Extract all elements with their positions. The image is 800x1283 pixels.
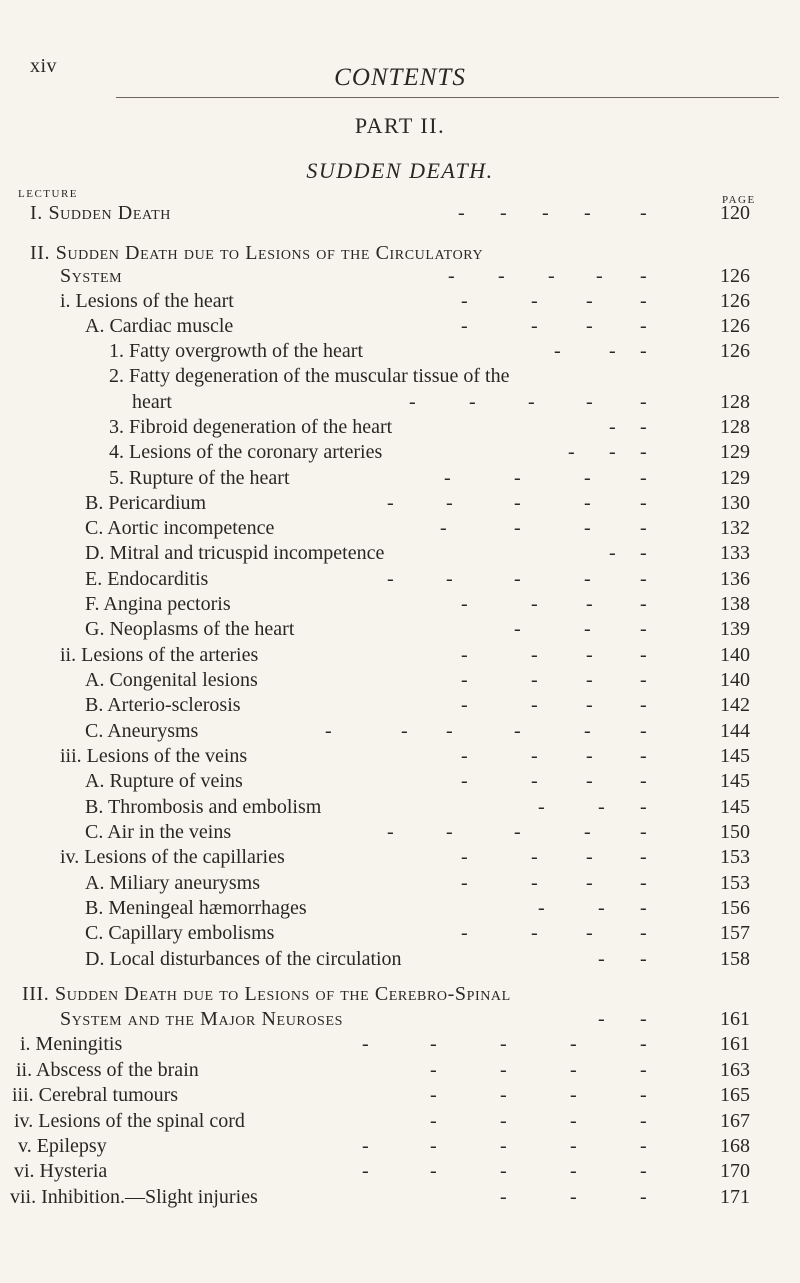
toc-entry-title: III. Sudden Death due to Lesions of the Cerebro-Spinal [22, 983, 511, 1005]
toc-entry-title: 2. Fatty degeneration of the muscular tissue of the [109, 365, 510, 387]
leader-dash: - [531, 694, 538, 716]
leader-dash: - [640, 846, 647, 868]
toc-entry-title: E. Endocarditis [85, 568, 209, 590]
toc-entry-page: 138 [720, 593, 750, 615]
toc-entry-page: 157 [720, 922, 750, 944]
toc-entry [0, 363, 800, 389]
leader-dash: - [640, 416, 647, 438]
lecture-column-label: LECTURE [18, 188, 78, 200]
toc-entry-title: A. Cardiac muscle [85, 315, 234, 337]
toc-entry [0, 642, 800, 668]
toc-entry [0, 743, 800, 769]
leader-dash: - [461, 922, 468, 944]
toc-entry-title: heart [132, 391, 172, 413]
toc-entry-title: G. Neoplasms of the heart [85, 618, 295, 640]
leader-dash: - [586, 846, 593, 868]
toc-entry-page: 120 [720, 202, 750, 224]
part-title: PART II. [354, 113, 446, 138]
toc-entry [0, 288, 800, 314]
leader-dash: - [640, 492, 647, 514]
toc-entry [0, 591, 800, 617]
leader-dash: - [514, 568, 521, 590]
toc-entry-title: System [60, 265, 123, 287]
leader-dash: - [640, 644, 647, 666]
leader-dash: - [568, 441, 575, 463]
toc-entry-title: iv. Lesions of the capillaries [60, 846, 285, 868]
leader-dash: - [461, 593, 468, 615]
leader-dash: - [640, 720, 647, 742]
toc-entry-page: 139 [720, 618, 750, 640]
leader-dash: - [640, 1059, 647, 1081]
toc-entry-title: B. Meningeal hæmorrhages [85, 897, 307, 919]
leader-dash: - [461, 644, 468, 666]
toc-entry-title: B. Pericardium [85, 492, 207, 514]
leader-dash: - [640, 1135, 647, 1157]
toc-entry-page: 126 [720, 315, 750, 337]
leader-dash: - [586, 391, 593, 413]
leader-dash: - [325, 720, 332, 742]
leader-dash: - [584, 618, 591, 640]
toc-entry-page: 130 [720, 492, 750, 514]
leader-dash: - [586, 922, 593, 944]
toc-entry-page: 153 [720, 846, 750, 868]
leader-dash: - [500, 1033, 507, 1055]
toc-entry-title: D. Mitral and tricuspid incompetence [85, 542, 385, 564]
toc-entry [0, 870, 800, 896]
leader-dash: - [531, 922, 538, 944]
leader-dash: - [586, 290, 593, 312]
leader-dash: - [598, 796, 605, 818]
leader-dash: - [640, 517, 647, 539]
leader-dash: - [531, 669, 538, 691]
leader-dash: - [461, 770, 468, 792]
toc-entry [0, 566, 800, 592]
leader-dash: - [570, 1084, 577, 1106]
toc-entry [0, 616, 800, 642]
toc-entry-title: D. Local disturbances of the circulation [85, 948, 402, 970]
leader-dash: - [531, 770, 538, 792]
leader-dash: - [598, 1008, 605, 1030]
toc-entry-page: 161 [720, 1008, 750, 1030]
toc-entry-title: F. Angina pectoris [85, 593, 231, 615]
toc-entry-page: 129 [720, 467, 750, 489]
toc-entry-page: 145 [720, 770, 750, 792]
leader-dash: - [570, 1135, 577, 1157]
leader-dash: - [531, 745, 538, 767]
toc-entry [0, 1057, 800, 1083]
toc-entry [0, 414, 800, 440]
leader-dash: - [640, 1110, 647, 1132]
toc-entry-page: 145 [720, 745, 750, 767]
leader-dash: - [586, 669, 593, 691]
toc-entry-page: 163 [720, 1059, 750, 1081]
toc-entry [0, 200, 800, 226]
leader-dash: - [586, 770, 593, 792]
page-column-label: PAGE [722, 194, 756, 206]
leader-dash: - [461, 846, 468, 868]
toc-entry-title: iv. Lesions of the spinal cord [14, 1110, 245, 1132]
leader-dash: - [640, 1084, 647, 1106]
leader-dash: - [640, 745, 647, 767]
leader-dash: - [570, 1059, 577, 1081]
leader-dash: - [430, 1059, 437, 1081]
toc-entry-title: C. Capillary embolisms [85, 922, 275, 944]
leader-dash: - [570, 1160, 577, 1182]
leader-dash: - [640, 796, 647, 818]
toc-entry-title: iii. Lesions of the veins [60, 745, 248, 767]
toc-entry-title: C. Aneurysms [85, 720, 199, 742]
toc-entry-title: System and the Major Neuroses [60, 1008, 343, 1030]
leader-dash: - [446, 568, 453, 590]
leader-dash: - [500, 202, 507, 224]
toc-entry [0, 768, 800, 794]
toc-entry [0, 794, 800, 820]
toc-entry [0, 920, 800, 946]
leader-dash: - [500, 1186, 507, 1208]
toc-entry-page: 126 [720, 340, 750, 362]
leader-dash: - [531, 846, 538, 868]
toc-entry-page: 128 [720, 391, 750, 413]
leader-dash: - [446, 821, 453, 843]
toc-entry [0, 1031, 800, 1057]
leader-dash: - [586, 694, 593, 716]
toc-entry [0, 1133, 800, 1159]
leader-dash: - [362, 1160, 369, 1182]
leader-dash: - [430, 1160, 437, 1182]
toc-entry-page: 140 [720, 669, 750, 691]
toc-entry [0, 895, 800, 921]
toc-entry [0, 1184, 800, 1210]
toc-entry-title: I. Sudden Death [30, 202, 171, 224]
toc-entry-page: 156 [720, 897, 750, 919]
leader-dash: - [548, 265, 555, 287]
toc-entry-title: 4. Lesions of the coronary arteries [109, 441, 383, 463]
leader-dash: - [584, 202, 591, 224]
leader-dash: - [531, 290, 538, 312]
leader-dash: - [446, 720, 453, 742]
toc-entry [0, 718, 800, 744]
toc-entry-page: 161 [720, 1033, 750, 1055]
toc-entry-title: B. Thrombosis and embolism [85, 796, 322, 818]
leader-dash: - [640, 669, 647, 691]
leader-dash: - [514, 467, 521, 489]
toc-entry [0, 263, 800, 289]
leader-dash: - [570, 1033, 577, 1055]
toc-entry-page: 144 [720, 720, 750, 742]
toc-entry [0, 946, 800, 972]
leader-dash: - [448, 265, 455, 287]
header-rule [116, 97, 779, 98]
leader-dash: - [498, 265, 505, 287]
leader-dash: - [640, 922, 647, 944]
leader-dash: - [444, 467, 451, 489]
toc-entry-page: 129 [720, 441, 750, 463]
toc-entry [0, 313, 800, 339]
leader-dash: - [640, 290, 647, 312]
leader-dash: - [584, 517, 591, 539]
toc-entry-page: 153 [720, 872, 750, 894]
toc-entry [0, 465, 800, 491]
leader-dash: - [584, 568, 591, 590]
leader-dash: - [500, 1160, 507, 1182]
toc-entry [0, 692, 800, 718]
toc-entry-page: 136 [720, 568, 750, 590]
toc-entry-title: II. Sudden Death due to Lesions of the Circulatory [30, 242, 484, 264]
leader-dash: - [461, 872, 468, 894]
leader-dash: - [531, 872, 538, 894]
leader-dash: - [461, 315, 468, 337]
leader-dash: - [584, 492, 591, 514]
leader-dash: - [387, 568, 394, 590]
leader-dash: - [531, 593, 538, 615]
leader-dash: - [640, 265, 647, 287]
toc-entry [0, 439, 800, 465]
leader-dash: - [446, 492, 453, 514]
leader-dash: - [461, 290, 468, 312]
leader-dash: - [609, 441, 616, 463]
leader-dash: - [640, 948, 647, 970]
toc-entry [0, 490, 800, 516]
toc-entry-title: vii. Inhibition.—Slight injuries [10, 1186, 258, 1208]
leader-dash: - [554, 340, 561, 362]
toc-entry-page: 142 [720, 694, 750, 716]
toc-entry [0, 667, 800, 693]
leader-dash: - [430, 1110, 437, 1132]
toc-entry-title: ii. Lesions of the arteries [60, 644, 259, 666]
leader-dash: - [640, 202, 647, 224]
toc-entry [0, 844, 800, 870]
toc-entry [0, 389, 800, 415]
running-head: CONTENTS [334, 64, 466, 91]
leader-dash: - [640, 872, 647, 894]
leader-dash: - [500, 1059, 507, 1081]
toc-entry-page: 126 [720, 265, 750, 287]
toc-entry [0, 540, 800, 566]
leader-dash: - [640, 897, 647, 919]
leader-dash: - [584, 821, 591, 843]
leader-dash: - [387, 492, 394, 514]
leader-dash: - [640, 1160, 647, 1182]
leader-dash: - [461, 745, 468, 767]
leader-dash: - [469, 391, 476, 413]
leader-dash: - [461, 669, 468, 691]
leader-dash: - [514, 492, 521, 514]
toc-entry [0, 1158, 800, 1184]
toc-entry-title: C. Aortic incompetence [85, 517, 275, 539]
toc-entry-title: 5. Rupture of the heart [109, 467, 290, 489]
leader-dash: - [640, 1008, 647, 1030]
leader-dash: - [430, 1084, 437, 1106]
toc-entry-title: 1. Fatty overgrowth of the heart [109, 340, 364, 362]
toc-entry-page: 167 [720, 1110, 750, 1132]
toc-entry [0, 338, 800, 364]
toc-entry-title: B. Arterio-sclerosis [85, 694, 241, 716]
leader-dash: - [598, 948, 605, 970]
leader-dash: - [531, 315, 538, 337]
toc-entry-title: iii. Cerebral tumours [12, 1084, 179, 1106]
leader-dash: - [640, 821, 647, 843]
toc-entry-page: 171 [720, 1186, 750, 1208]
page-folio: xiv [30, 55, 58, 77]
leader-dash: - [514, 821, 521, 843]
leader-dash: - [430, 1135, 437, 1157]
leader-dash: - [640, 1033, 647, 1055]
leader-dash: - [640, 340, 647, 362]
leader-dash: - [596, 265, 603, 287]
toc-entry-page: 145 [720, 796, 750, 818]
leader-dash: - [640, 694, 647, 716]
toc-entry-page: 132 [720, 517, 750, 539]
leader-dash: - [586, 644, 593, 666]
leader-dash: - [362, 1135, 369, 1157]
leader-dash: - [430, 1033, 437, 1055]
leader-dash: - [538, 897, 545, 919]
toc-entry-page: 150 [720, 821, 750, 843]
toc-entry-title: A. Rupture of veins [85, 770, 243, 792]
leader-dash: - [409, 391, 416, 413]
leader-dash: - [461, 694, 468, 716]
leader-dash: - [584, 720, 591, 742]
toc-entry-title: 3. Fibroid degeneration of the heart [109, 416, 393, 438]
toc-entry-page: 128 [720, 416, 750, 438]
leader-dash: - [584, 467, 591, 489]
leader-dash: - [528, 391, 535, 413]
toc-entry [0, 819, 800, 845]
toc-entry-page: 168 [720, 1135, 750, 1157]
leader-dash: - [586, 872, 593, 894]
toc-entry-page: 140 [720, 644, 750, 666]
leader-dash: - [401, 720, 408, 742]
leader-dash: - [440, 517, 447, 539]
toc-entry-title: i. Meningitis [20, 1033, 123, 1055]
leader-dash: - [598, 897, 605, 919]
toc-entry-page: 133 [720, 542, 750, 564]
toc-entry [0, 1108, 800, 1134]
toc-entry [0, 1082, 800, 1108]
leader-dash: - [542, 202, 549, 224]
leader-dash: - [387, 821, 394, 843]
leader-dash: - [640, 391, 647, 413]
leader-dash: - [586, 745, 593, 767]
leader-dash: - [586, 315, 593, 337]
toc-entry [0, 515, 800, 541]
toc-entry-title: ii. Abscess of the brain [16, 1059, 199, 1081]
toc-entry-title: A. Miliary aneurysms [85, 872, 260, 894]
leader-dash: - [640, 770, 647, 792]
toc-entry-page: 158 [720, 948, 750, 970]
leader-dash: - [640, 542, 647, 564]
leader-dash: - [640, 441, 647, 463]
leader-dash: - [640, 593, 647, 615]
leader-dash: - [500, 1110, 507, 1132]
toc-entry-page: 165 [720, 1084, 750, 1106]
leader-dash: - [586, 593, 593, 615]
leader-dash: - [609, 416, 616, 438]
leader-dash: - [500, 1084, 507, 1106]
leader-dash: - [640, 1186, 647, 1208]
toc-entry-page: 170 [720, 1160, 750, 1182]
leader-dash: - [609, 542, 616, 564]
leader-dash: - [514, 618, 521, 640]
leader-dash: - [514, 720, 521, 742]
leader-dash: - [640, 315, 647, 337]
leader-dash: - [640, 568, 647, 590]
toc-entry [0, 981, 800, 1007]
leader-dash: - [570, 1110, 577, 1132]
leader-dash: - [640, 467, 647, 489]
leader-dash: - [570, 1186, 577, 1208]
leader-dash: - [458, 202, 465, 224]
leader-dash: - [362, 1033, 369, 1055]
toc-entry-title: C. Air in the veins [85, 821, 232, 843]
leader-dash: - [538, 796, 545, 818]
toc-entry-title: i. Lesions of the heart [60, 290, 234, 312]
toc-entry-title: vi. Hysteria [14, 1160, 108, 1182]
part-subtitle: SUDDEN DEATH. [306, 158, 494, 183]
leader-dash: - [500, 1135, 507, 1157]
leader-dash: - [640, 618, 647, 640]
toc-entry-title: v. Epilepsy [18, 1135, 107, 1157]
toc-entry-page: 126 [720, 290, 750, 312]
toc-entry-title: A. Congenital lesions [85, 669, 258, 691]
leader-dash: - [609, 340, 616, 362]
leader-dash: - [531, 644, 538, 666]
toc-entry [0, 1006, 800, 1032]
leader-dash: - [514, 517, 521, 539]
